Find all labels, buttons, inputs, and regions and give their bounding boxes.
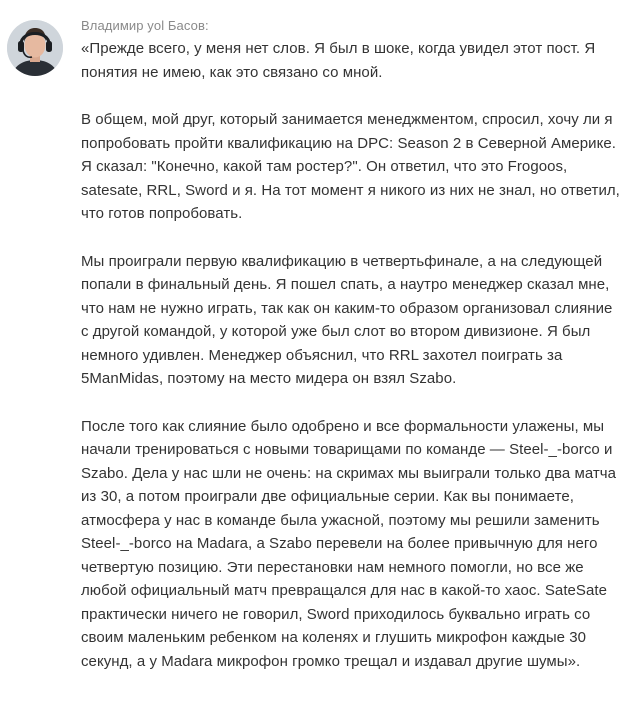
quote-content [81,18,621,697]
quote-paragraph-1: «Прежде всего, у меня нет слов. Я был в шоке, когда увидел этот пост. Я понятия не имею, как это связано со мной. [81,40,596,81]
avatar-photo [7,20,63,76]
quote-paragraph-3: Мы проиграли первую квалификацию в четвертьфинале, а на следующей попали в финальный день. Я пошел спать, а наутро менеджер сказал мне, что нам не нужно играть, так как он каким-то образом организовал слияние с другой командой, у которой уже был слот во втором дивизионе. Я был немного удивлен. Менеджер объяснил, что RRL захотел поиграть за 5ManMidas, поэтому на место мидера он взял Szabo. [81,252,613,387]
quote-paragraph-2: В общем, мой друг, который занимается менеджментом, спросил, хочу ли я попробовать пройти квалификацию на DPC: Season 2 в Северной Америке. Я сказал: "Конечно, какой там ростер?". Он ответил, что это Frogoos, satesate, RRL, Sword и я. На тот момент я никого из них не знал, но ответил, что готов попробовать. [81,111,620,222]
quote-author: Владимир yol Басов: [81,18,209,33]
quote-paragraph-4: После того как слияние было одобрено и все формальности улажены, мы начали тренироваться с новыми товарищами по команде — Steel-_-borco и Szabo. Дела у нас шли не очень: на скримах мы выиграли только два матча из 30, а потом проиграли две официальные серии. Как вы понимаете, атмосфера у нас в команде была ужасной, поэтому мы решили заменить Steel-_-borco на Madara, а Szabo перевели на более привычную для него четвертую позицию. Эти перестановки нам немного помогли, но все же любой официальный матч превращался для нас в какой-то хаос. SateSate практически ничего не говорил, Sword приходилось буквально играть со своим маленьким ребенком на коленях и глушить микрофон каждые 30 секунд, а у Madara микрофон громко трещал и издавал другие шумы». [81,417,617,670]
avatar [7,20,63,76]
